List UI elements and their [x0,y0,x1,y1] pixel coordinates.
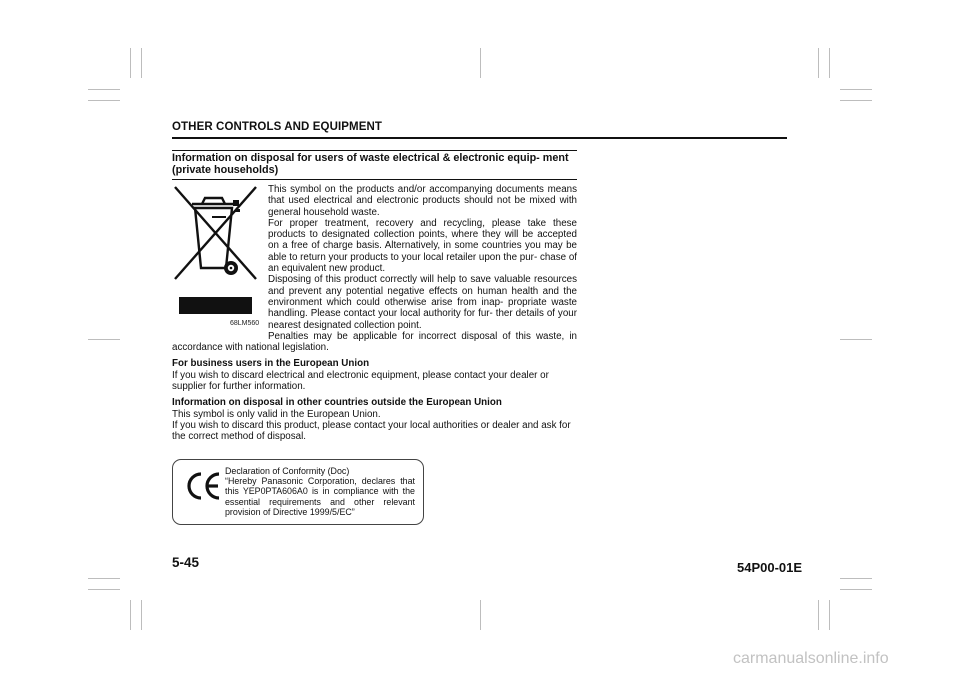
crossed-bin-icon [172,184,262,296]
title-rule-bottom [172,179,577,180]
conformity-title: Declaration of Conformity (Doc) [225,466,350,476]
weee-symbol [172,184,262,336]
disposal-paragraph-2: For proper treatment, recovery and recycling, please take these products to designated collection points, where they will be accepted on a free of charge basis. Alternatively, in some countries you may be able to return your products to your local retailer upon the pur- chase of an equivalent new product. [268,217,577,275]
conformity-text-block [225,466,415,517]
section-header: OTHER CONTROLS AND EQUIPMENT [172,121,383,133]
header-rule [172,137,787,139]
disposal-section [172,150,577,443]
business-eu-text: If you wish to discard electrical and electronic equipment, please contact your dealer or supplier for further information. [172,369,549,393]
disposal-paragraph-4: Penalties may be applicable for incorrect disposal of this waste, in accordance with national legislation. [172,330,577,354]
disposal-title: Information on disposal for users of waste electrical & electronic equip- ment (private households) [172,152,569,176]
page-number: 5-45 [172,555,200,570]
outside-eu-text-2: If you wish to discard this product, please contact your local authorities or dealer and ask for the correct method of disposal. [172,419,571,443]
ce-mark-icon [185,470,221,502]
disposal-paragraph-1: This symbol on the products and/or accompanying documents means that used electrical and electronic products should not be mixed with general household waste. [268,184,577,218]
symbol-code: 68LM560 [230,320,260,327]
outside-eu-text-1: This symbol is only valid in the European Union. [172,408,381,420]
conformity-box [172,459,424,525]
outside-eu-heading: Information on disposal in other countries outside the European Union [172,397,502,409]
conformity-statement: “Hereby Panasonic Corporation, declares that this YEP0PTA606A0 is in compliance with the essential requirements and other relevant provision of Directive 1999/5/EC” [225,476,415,517]
business-eu-heading: For business users in the European Union [172,358,370,370]
symbol-underline-bar [179,297,252,314]
disposal-paragraph-3: Disposing of this product correctly will help to save valuable resources and prevent any potential negative effects on human health and the environment which could otherwise arise from inap- propriate waste handling. Please contact your local authority for fur- ther details of your nearest designated collection point. [268,274,577,331]
document-code: 54P00-01E [737,560,803,575]
watermark: carmanualsonline.info [733,650,889,667]
